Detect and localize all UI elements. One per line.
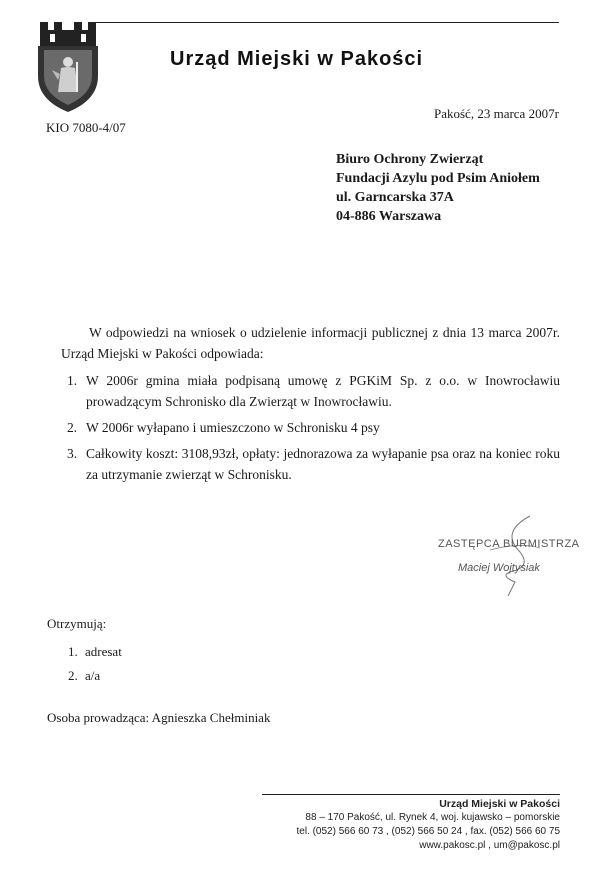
list-item [68, 664, 122, 688]
copy-number: 1. [68, 644, 78, 659]
signature-stamp [438, 538, 580, 574]
reference-number: KIO 7080-4/07 [46, 120, 126, 135]
footer-office-name: Urząd Miejski w Pakości [439, 798, 560, 810]
point-text: Całkowity koszt: 3108,93zł, opłaty: jednorazowa za wyłapanie psa oraz na koniec roku za utrzymanie zwierząt w Schronisku. [86, 446, 560, 482]
recipient-line: Fundacji Azylu pod Psim Aniołem [336, 171, 540, 186]
header-rule [92, 22, 559, 23]
recipient-line: Biuro Ochrony Zwierząt [336, 152, 484, 167]
point-number: 3. [67, 446, 78, 461]
letter-date: Pakość, 23 marca 2007r [434, 106, 559, 121]
list-item [61, 417, 560, 438]
footer-rule [262, 794, 560, 795]
recipient-address [336, 150, 540, 226]
footer-web: www.pakosc.pl , um@pakosc.pl [419, 840, 560, 851]
contact-person: Osoba prowadząca: Agnieszka Chełminiak [47, 710, 271, 725]
letter-body [61, 322, 560, 490]
point-number: 2. [67, 420, 78, 435]
copies-title: Otrzymują: [47, 616, 107, 631]
recipient-line: ul. Garncarska 37A [336, 190, 454, 205]
signature-role: ZASTĘPCA BURMISTRZA [438, 538, 580, 550]
list-item [61, 443, 560, 485]
footer [296, 797, 560, 853]
intro-paragraph: W odpowiedzi na wniosek o udzielenie informacji publicznej z dnia 13 marca 2007r. Urząd Miejski w Pakości odpowiada: [61, 325, 560, 361]
copy-number: 2. [68, 668, 78, 683]
copies-list [68, 640, 122, 688]
office-title: Urząd Miejski w Pakości [170, 48, 424, 70]
copy-label: a/a [85, 668, 101, 683]
city-crest-icon [36, 18, 100, 114]
footer-phones: tel. (052) 566 60 73 , (052) 566 50 24 , fax. (052) 566 60 75 [296, 826, 560, 837]
point-text: W 2006r gmina miała podpisaną umowę z PGKiM Sp. z o.o. w Inowrocławiu prowadzącym Schronisko dla Zwierząt w Inowrocławiu. [86, 373, 560, 409]
list-item [61, 370, 560, 412]
list-item [68, 640, 122, 664]
signature-name: Maciej Wojtysiak [458, 562, 540, 574]
point-number: 1. [67, 373, 78, 388]
copy-label: adresat [85, 644, 122, 659]
recipient-line: 04-886 Warszawa [336, 209, 442, 224]
point-text: W 2006r wyłapano i umieszczono w Schronisku 4 psy [86, 420, 380, 435]
response-points [61, 370, 560, 485]
footer-address: 88 – 170 Pakość, ul. Rynek 4, woj. kujawsko – pomorskie [305, 812, 560, 823]
